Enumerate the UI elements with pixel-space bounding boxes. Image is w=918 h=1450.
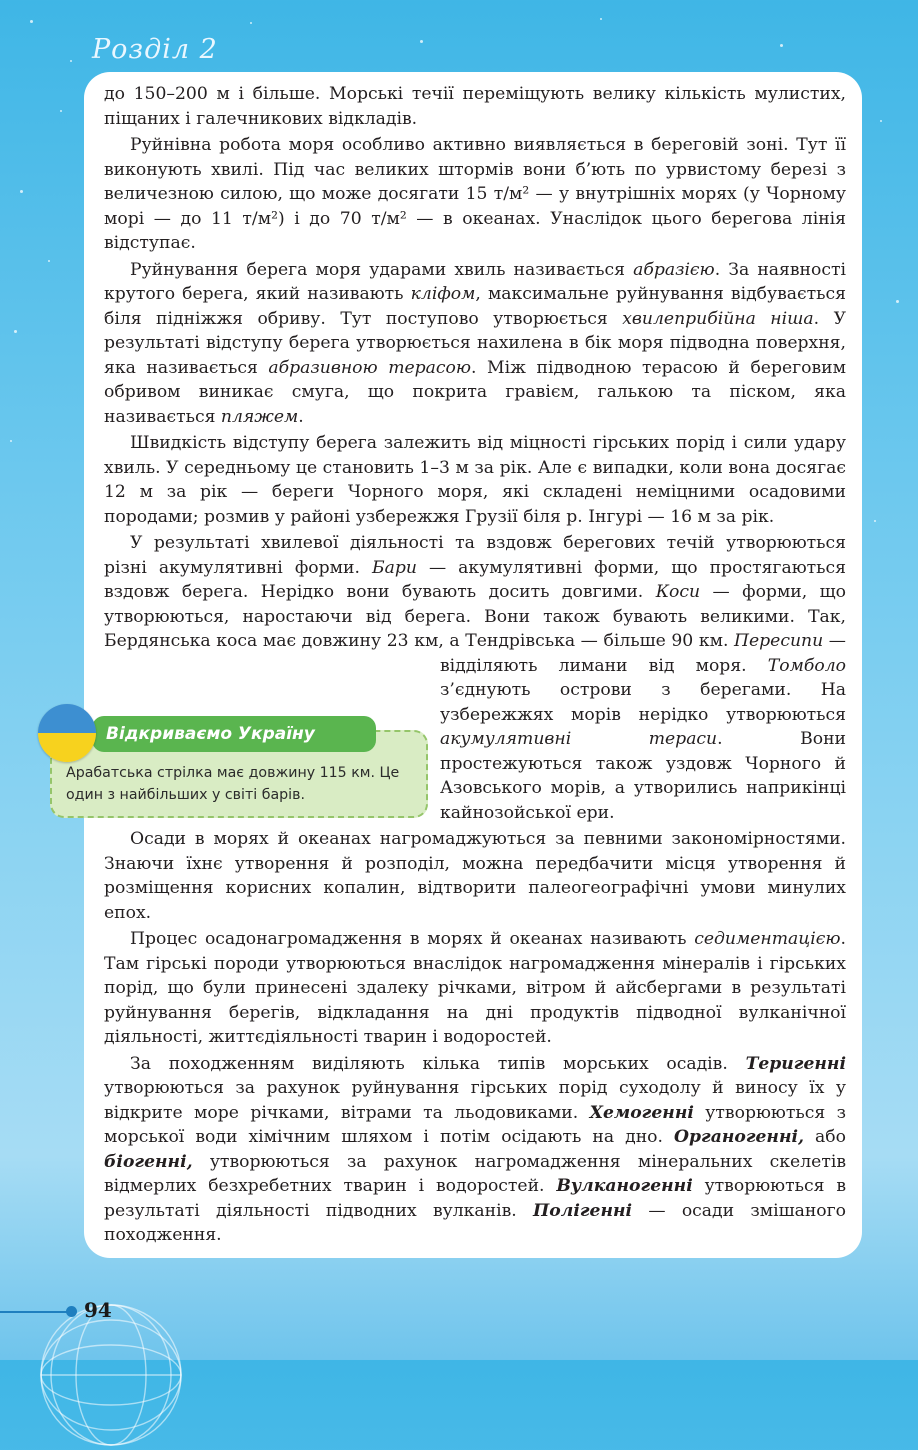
term-cliff: кліфом — [410, 284, 476, 304]
section-title: Розділ 2 — [92, 34, 218, 65]
paragraph-1: до 150–200 м і більше. Морські течії переміщують велику кількість мулистих, піщаних і галечникових відкладів. — [104, 84, 846, 129]
term-terrigenous: Теригенні — [745, 1053, 846, 1074]
page-number-line — [0, 1311, 72, 1313]
term-volcanogenic: Вулканогенні — [556, 1176, 693, 1196]
globe-icon — [36, 1300, 186, 1450]
term-biogenic: біогенні, — [104, 1151, 193, 1172]
paragraph-2: Руйнівна робота моря особливо активно виявляється в береговій зоні. Тут її виконують хвилі. Під час великих штормів вони б’ють по урвистому березі з величезною силою, що може досягати 15 т/м² — у внутрішніх морях (у Чорному морі — до 11 т/м²) і до 70 т/м² — в океанах. Унаслідок цього берегова лінія відступає. — [104, 135, 846, 253]
term-chemogenic: Хемогенні — [589, 1102, 694, 1123]
term-bay-bars: Пересипи — [734, 631, 824, 651]
term-bars: Бари — [371, 557, 417, 578]
main-text — [104, 82, 846, 1250]
term-polygenic: Полігенні — [533, 1200, 633, 1221]
paragraph-5: У результаті хвилевої діяльності та вздовж берегових течій утворюються різні акумулятивні форми. Бари — акумулятивні форми, що простягаються вздовж берега. Нерідко вони бувають досить довгими. Коси — форми, що утворюються, наростаючи від берега. Вони також бувають великими. Так, Бердянська коса має довжину 23 км, а Тендрівська — більше 90 км. Пересипи — відділяють лимани від моря. Томболо з’єднують острови з берегами. На узбережжях морів нерідко утворюються акумулятивні тераси. Вони простежуються також уздовж Чорного й Азовського морів, а утворились наприкінці кайнозойської ери. — [104, 533, 846, 823]
paragraph-8: За походженням виділяють кілька типів морських осадів. Теригенні утворюються за рахунок руйнування гірських порід суходолу й виносу їх у відкрите море річками, вітрами та льодовиками. Хемогенні утворюються з морської води хімічним шляхом і потім осідають на дно. Органогенні, або біогенні, утворюються за рахунок нагромадження мінеральних скелетів відмерлих безхребетних тварин і водоростей. Вулканогенні утворюються в результаті діяльності підводних вулканів. Полігенні — осади змішаного походження. — [104, 1053, 846, 1245]
ukraine-flag-icon — [38, 704, 96, 762]
paragraph-4: Швидкість відступу берега залежить від міцності гірських порід і сили удару хвиль. У середньому це становить 1–3 м за рік. Але є випадки, коли вона досягає 12 м за рік — береги Чорного моря, які складені неміцними осадовими породами; розмив у районі узбережжя Грузії біля р. Інгурі — 16 м за рік. — [104, 433, 846, 527]
term-organogenic: Органогенні, — [674, 1127, 804, 1147]
term-abrasion: абразією — [633, 259, 715, 280]
page-number-dot — [66, 1306, 77, 1317]
info-box-text: Арабатська стрілка має довжину 115 км. Це один з найбільших у світі барів. — [66, 765, 400, 803]
paragraph-7: Процес осадонагромадження в морях й океанах називають седиментацією. Там гірські породи утворюються внаслідок нагромадження мінералів і гірських порід, що були принесені здалеку річками, вітром й айсбергами в результаті руйнування берегів, відкладання на дні продуктів підводної вулканічної діяльності, життєдіяльності тварин і водоростей. — [104, 929, 846, 1047]
term-wave-cut-notch: хвилеприбійна ніша — [622, 308, 814, 329]
term-accumulative-terraces: акумулятивні тераси — [440, 729, 718, 749]
page-number: 94 — [84, 1298, 112, 1322]
paragraph-6: Осади в морях й океанах нагромаджуються за певними закономірностями. Знаючи їхнє утворення й розподіл, можна передбачити місця утворення й розміщення корисних копалин, відтворити палеогеографічні умови минулих епох. — [104, 829, 846, 923]
paragraph-3: Руйнування берега моря ударами хвиль називається абразією. За наявності крутого берега, який називають кліфом, максимальне руйнування відбувається біля підніжжя обриву. Тут поступово утворюється хвилеприбійна ніша. У результаті відступу берега утворюється нахилена в бік моря підводна поверхня, яка називається абразивною терасою. Між підводною терасою й береговим обривом виникає смуга, що покрита гравієм, галькою та піском, яка називається пляжем. — [104, 259, 846, 427]
term-spits: Коси — [655, 582, 701, 602]
term-beach: пляжем — [220, 406, 299, 427]
info-box-title: Відкриваємо Україну — [92, 716, 376, 752]
term-abrasion-terrace: абразивною терасою — [268, 357, 472, 378]
term-tombolo: Томболо — [767, 655, 846, 676]
term-sedimentation: седиментацією — [694, 929, 841, 949]
